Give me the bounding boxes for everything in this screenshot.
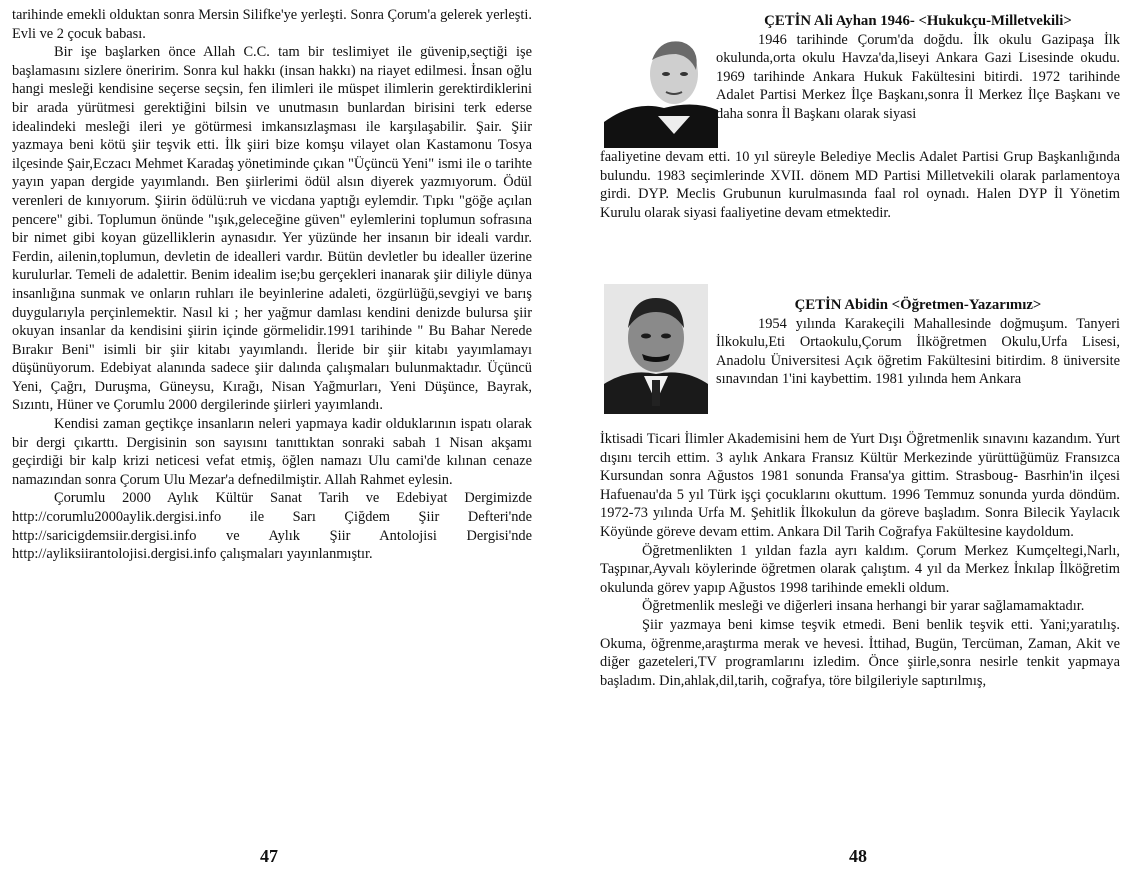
left-paragraph-4: Çorumlu 2000 Aylık Kültür Sanat Tarih ve Edebiyat Dergimizde http://corumlu2000aylik.dergisi.info ile Sarı Çiğdem Şiir Defteri'nde http://saricigdemsiir.dergisi.info ve Aylık Şiir Antolojisi Dergisi'nde http://ayliksiirantolojisi.dergisi.info çalışmaları yayınlanmıştır. [12, 490, 532, 563]
entry-ali-ayhan-body [600, 148, 1120, 222]
entry-abidin-header [716, 296, 1120, 389]
left-paragraph-2: Bir işe başlarken önce Allah C.C. tam bir teslimiyet ile güvenip,seçtiği işe başlamasını sizlere öneririm. Sonra kul hakkı (insan hakkı) na riayet edilmesi. İnsan oğlu hangi mesleği kendisine seçerse seçsin, fen ilimleri ile müspet ilimlerin gerektirdiklerini bir arada yürütmesi gerektiğini bilsin ve unutmasın bunlardan birisini terk ederse idealindeki mesleği ileri ye götürmesi imkansızlaşması ile karşılaşabilir. Şair. Şiir yazmaya beni kötü şiir teşvik etti. İlk şiiri bize komşu vilayet olan Kastamonu Tosya ilçesinde Şair,Eczacı Mehmet Karadaş yönetiminde çıkan "Üçüncü Yeni" ismi ile o tarihte yayın yapan dergide yayımlandı. Ben şiirlerimi ödül alsın diyerek yazmıyorum. Ödül verenleri de kınıyorum. Şiirin ödülü:ruh ve vicdana yaptığı eylemdir. Tıpkı "göğe açılan pencere" gibi. Toplumun önünde "ışık,geleceğine güven" eylemlerini toplumun sofrasına bir nimet gibi koyan güzelliklerin aynasıdır. Yer yüzünde her insanın bir ideali vardır. Ferdin, ailenin,toplumun, devletin de idealleri vardır. Bütün devletler bu idealler üzerine kurulurlar. Temeli de adalettir. Benim idealim ise;bu gerçekleri inanarak şiir diliyle dünya insanlığına sunmak ve onların ruhları ile beyinlerine adaleti, özgürlüğü,sevgiyi ve barış duygularıyla perçinlemektir. Nasıl ki ; her yağmur damlası kendini denizde bulursa şiir okuyan insanlar da kendisini şiirin içinde görmelidir.1991 tarihinde " Bu Bahar Nerede Bırakır Beni" isimli bir şiir kitabı yayımlandı. İleride bir şiir kitabı yayımlamayı düşünüyorum. Edebiyat alanında sadece şiir dalında çalışmaları bulunmaktadır. Üçüncü Yeni, Çağrı, Duruşma, Güneysu, Kırağı, Nisan Yağmurları, Yeni Düşünce, Bayrak, Sızıntı, Hüner ve Çorumlu 2000 dergilerinde şiirleri yayımlandı. [12, 44, 532, 414]
page-number-left: 47 [260, 846, 278, 866]
entry-heading-ali-ayhan: ÇETİN Ali Ayhan 1946- <Hukukçu-Milletvekili> [764, 13, 1072, 29]
left-paragraph-3: Kendisi zaman geçtikçe insanların neleri yapmaya kadir olduklarının ispatı olarak bir dergi çıkarttı. Dergisinin son sayısını tanıttıktan sonraki sabah 1 Nisan akşamı geçirdiği bir kalp krizi neticesi vefat etmiş, öğlen namazı Ulu cami'de kılınan cenaze namazından sonra Çorum Ulu Mezar'a defnedilmiştir. Allah Rahmet eylesin. [12, 416, 532, 488]
entry-abidin-paragraph-3: Öğretmenlik mesleği ve diğerleri insana herhangi bir yarar sağlamamaktadır. [642, 598, 1085, 615]
entry-abidin-paragraph-2: Öğretmenlikten 1 yıldan fazla ayrı kaldım. Çorum Merkez Kumçeltegi,Narlı, Taşpınar,Ayvalı köylerinde öğretmen olarak çalıştım. 4 yıl da Merkez İnkılap İlköğretim okulunda görev yapıp Ağustos 1998 tarihinde emekli oldum. [600, 542, 1120, 596]
entry-abidin-text-beside-photo: 1954 yılında Karakeçili Mahallesinde doğmuşum. Tanyeri İlkokulu,Eti Ortaokulu,Çorum İlköğretmen Okulu,Urfa Lisesi, Anadolu Üniversitesi Açık öğretim Fakültesini bitirdim. 8 üniversite sınavından 1'ini kaybettim. 1981 yılında hem Ankara [716, 315, 1120, 388]
portrait-photo-ali-ayhan [604, 30, 718, 148]
portrait-photo-abidin [604, 284, 708, 414]
entry-abidin-body [600, 430, 1120, 690]
left-page-text [12, 6, 532, 564]
entry-abidin-paragraph-1: İktisadi Ticari İlimler Akademisini hem de Yurt Dışı Öğretmenlik sınavını kazandım. Yurt dışını tercih ettim. 3 aylık Ankara Fransız Kültür Merkezinde yürüttüğümüz Fransızca Kursundan sonra Ağustos 1981 sonunda Fransa'ya gittim. Strasboug- Basrhin'in ilçesi Hafuenau'da 5 yıl Türk işçi çocuklarını okuttum. 1996 Temmuz sonunda yurda döndüm. 1972-73 yılında Urfa M. Şehitlik İlkokulun da göreve başladım. Sonra Bilecik Yaylacık Köyünde göreve devam ettim. Ankara Dil Tarih Coğrafya Fakültesine kaydoldum. [600, 431, 1120, 540]
entry-ali-ayhan-text-beside-photo: 1946 tarihinde Çorum'da doğdu. İlk okulu Gazipaşa İlk okulunda,orta okulu Havza'da,liseyi Ankara Gazi Lisesinde okudu. 1969 tarihinde Ankara Hukuk Fakültesini bitirdi. 1972 tarihinde Adalet Partisi Merkez İlçe Başkanı,sonra İl Merkez İlçe Başkanı ve daha sonra İl Başkanı olarak siyasi [716, 31, 1120, 122]
right-page [570, 0, 1140, 874]
entry-ali-ayhan-header [716, 12, 1120, 124]
entry-abidin-paragraph-4: Şiir yazmaya beni kimse teşvik etmedi. Beni benlik teşvik etti. Yani;yaratılış. Okuma, öğrenme,araştırma merak ve hevesi. İttihad, Bugün, Tercüman, Zaman, Akit ve diğer gazeteleri,TV programlarını izledim. Önce şiirle,sonra nesirle tenkit yapmaya başladım. Din,ahlak,dil,tarih, coğrafya, töre bilgileriyle saptırılmış, [600, 616, 1120, 689]
entry-heading-abidin: ÇETİN Abidin <Öğretmen-Yazarımız> [794, 297, 1042, 313]
entry-ali-ayhan-text: faaliyetine devam etti. 10 yıl süreyle Belediye Meclis Adalet Partisi Grup Başkanlığında bulundu. 1983 seçimlerinde XVII. dönem MD Partisi Milletvekili olarak parlamentoya girdi. DYP. Meclis Grubunun kurulmasında faal rol oynadı. Halen DYP İl Yönetim Kurulu olarak siyasi faaliyetine devam etmektedir. [600, 149, 1120, 221]
page-number-right: 48 [849, 846, 867, 866]
left-paragraph-1: tarihinde emekli olduktan sonra Mersin Silifke'ye yerleşti. Sonra Çorum'a gelerek yerleşti. Evli ve 2 çocuk babası. [12, 7, 532, 42]
